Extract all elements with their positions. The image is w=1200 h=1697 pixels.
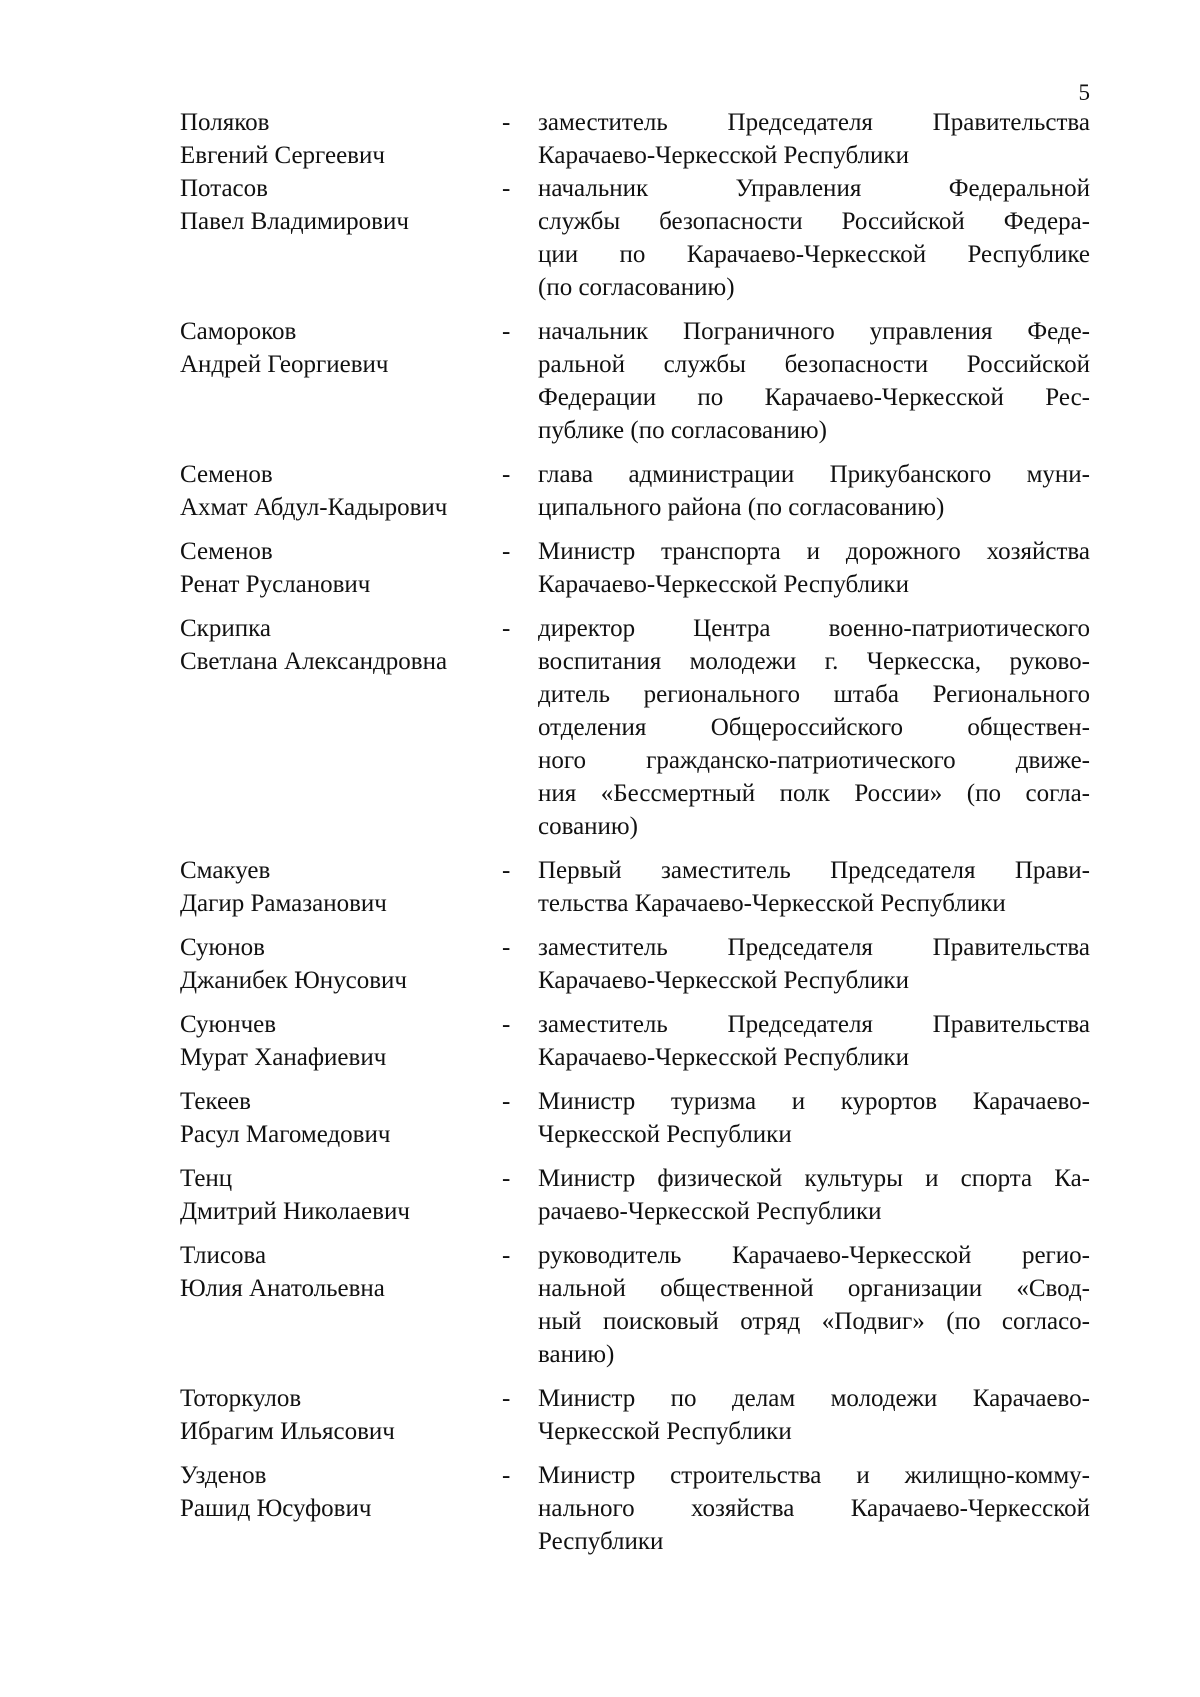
role-line: заместитель Председателя Правительства xyxy=(538,109,1090,136)
entry-dash: - xyxy=(502,1462,511,1489)
member-surname: Поляков xyxy=(180,109,270,136)
member-surname: Самороков xyxy=(180,318,297,345)
member-name xyxy=(180,315,502,381)
member-role xyxy=(538,1162,1090,1228)
member-role xyxy=(538,931,1090,997)
role-line: заместитель Председателя Правительства xyxy=(538,1011,1090,1038)
entry-dash: - xyxy=(502,934,511,961)
member-given-name: Ахмат Абдул-Кадырович xyxy=(180,494,448,521)
member-name xyxy=(180,854,502,920)
role-line: Республики xyxy=(538,1528,664,1555)
member-given-name: Расул Магомедович xyxy=(180,1121,391,1148)
role-line: воспитания молодежи г. Черкесска, руково- xyxy=(538,648,1090,675)
member-surname: Суюнчев xyxy=(180,1011,277,1038)
entry-dash: - xyxy=(502,538,511,565)
member-given-name: Светлана Александровна xyxy=(180,648,448,675)
role-line: публике (по согласованию) xyxy=(538,417,827,444)
role-line: Карачаево-Черкесской Республики xyxy=(538,571,909,598)
roster-entry xyxy=(180,535,1090,601)
roster-entry xyxy=(180,1382,1090,1448)
roster-entry xyxy=(180,1459,1090,1558)
member-given-name: Павел Владимирович xyxy=(180,208,409,235)
member-name xyxy=(180,1382,502,1448)
entry-dash: - xyxy=(502,1385,511,1412)
roster-entry xyxy=(180,1008,1090,1074)
member-surname: Потасов xyxy=(180,175,268,202)
role-line: отделения Общероссийского обществен- xyxy=(538,714,1090,741)
role-line: заместитель Председателя Правительства xyxy=(538,934,1090,961)
member-roster xyxy=(180,106,1090,1558)
role-line: Министр по делам молодежи Карачаево- xyxy=(538,1385,1090,1412)
roster-entry xyxy=(180,1162,1090,1228)
member-surname: Тлисова xyxy=(180,1242,267,1269)
roster-entry xyxy=(180,931,1090,997)
roster-entry xyxy=(180,458,1090,524)
member-role xyxy=(538,106,1090,172)
role-line: глава администрации Прикубанского муни- xyxy=(538,461,1090,488)
member-given-name: Ибрагим Ильясович xyxy=(180,1418,395,1445)
member-name xyxy=(180,1239,502,1305)
roster-entry xyxy=(180,315,1090,447)
role-line: Карачаево-Черкесской Республики xyxy=(538,142,909,169)
role-line: ного гражданско-патриотического движе- xyxy=(538,747,1090,774)
member-given-name: Юлия Анатольевна xyxy=(180,1275,385,1302)
role-line: Черкесской Республики xyxy=(538,1418,792,1445)
entry-dash: - xyxy=(502,109,511,136)
member-surname: Семенов xyxy=(180,461,273,488)
member-role xyxy=(538,1008,1090,1074)
member-given-name: Евгений Сергеевич xyxy=(180,142,385,169)
member-surname: Текеев xyxy=(180,1088,251,1115)
member-name xyxy=(180,172,502,238)
roster-entry xyxy=(180,172,1090,304)
role-line: Карачаево-Черкесской Республики xyxy=(538,1044,909,1071)
role-line: Министр туризма и курортов Карачаево- xyxy=(538,1088,1090,1115)
member-surname: Суюнов xyxy=(180,934,265,961)
member-role xyxy=(538,1239,1090,1371)
roster-entry xyxy=(180,1239,1090,1371)
roster-entry xyxy=(180,612,1090,843)
roster-entry xyxy=(180,106,1090,172)
entry-dash: - xyxy=(502,1088,511,1115)
member-given-name: Ренат Русланович xyxy=(180,571,371,598)
member-role xyxy=(538,1459,1090,1558)
entry-dash: - xyxy=(502,1242,511,1269)
member-surname: Скрипка xyxy=(180,615,271,642)
member-surname: Смакуев xyxy=(180,857,271,884)
role-line: дитель регионального штаба Регионального xyxy=(538,681,1090,708)
member-name xyxy=(180,1085,502,1151)
member-given-name: Рашид Юсуфович xyxy=(180,1495,372,1522)
member-name xyxy=(180,1459,502,1525)
role-line: Министр физической культуры и спорта Ка- xyxy=(538,1165,1090,1192)
role-line: ципального района (по согласованию) xyxy=(538,494,945,521)
role-line: ванию) xyxy=(538,1341,615,1368)
member-name xyxy=(180,1162,502,1228)
role-line: Федерации по Карачаево-Черкесской Рес- xyxy=(538,384,1090,411)
member-role xyxy=(538,172,1090,304)
member-given-name: Андрей Георгиевич xyxy=(180,351,389,378)
member-given-name: Джанибек Юнусович xyxy=(180,967,407,994)
role-line: руководитель Карачаево-Черкесской регио- xyxy=(538,1242,1090,1269)
role-line: ции по Карачаево-Черкесской Республике xyxy=(538,241,1090,268)
member-name xyxy=(180,535,502,601)
member-surname: Тенц xyxy=(180,1165,233,1192)
member-given-name: Дмитрий Николаевич xyxy=(180,1198,410,1225)
member-given-name: Мурат Ханафиевич xyxy=(180,1044,387,1071)
entry-dash: - xyxy=(502,615,511,642)
role-line: рачаево-Черкесской Республики xyxy=(538,1198,882,1225)
entry-dash: - xyxy=(502,1011,511,1038)
role-line: (по согласованию) xyxy=(538,274,735,301)
role-line: сованию) xyxy=(538,813,638,840)
role-line: ный поисковый отряд «Подвиг» (по согласо- xyxy=(538,1308,1090,1335)
role-line: службы безопасности Российской Федера- xyxy=(538,208,1090,235)
role-line: нальной общественной организации «Свод- xyxy=(538,1275,1090,1302)
role-line: тельства Карачаево-Черкесской Республики xyxy=(538,890,1006,917)
role-line: ния «Бессмертный полк России» (по согла- xyxy=(538,780,1090,807)
role-line: Черкесской Республики xyxy=(538,1121,792,1148)
role-line: нального хозяйства Карачаево-Черкесской xyxy=(538,1495,1090,1522)
member-name xyxy=(180,1008,502,1074)
role-line: директор Центра военно-патриотического xyxy=(538,615,1090,642)
entry-dash: - xyxy=(502,461,511,488)
member-role xyxy=(538,458,1090,524)
member-role xyxy=(538,1382,1090,1448)
entry-dash: - xyxy=(502,175,511,202)
member-role xyxy=(538,535,1090,601)
role-line: Карачаево-Черкесской Республики xyxy=(538,967,909,994)
member-role xyxy=(538,1085,1090,1151)
role-line: Первый заместитель Председателя Прави- xyxy=(538,857,1090,884)
member-role xyxy=(538,315,1090,447)
role-line: Министр строительства и жилищно-комму- xyxy=(538,1462,1090,1489)
member-given-name: Дагир Рамазанович xyxy=(180,890,387,917)
entry-dash: - xyxy=(502,318,511,345)
member-surname: Семенов xyxy=(180,538,273,565)
member-surname: Узденов xyxy=(180,1462,267,1489)
role-line: ральной службы безопасности Российской xyxy=(538,351,1090,378)
role-line: начальник Управления Федеральной xyxy=(538,175,1090,202)
member-role xyxy=(538,854,1090,920)
role-line: начальник Пограничного управления Феде- xyxy=(538,318,1090,345)
member-name xyxy=(180,106,502,172)
page-number: 5 xyxy=(1078,80,1090,105)
roster-entry xyxy=(180,854,1090,920)
role-line: Министр транспорта и дорожного хозяйства xyxy=(538,538,1090,565)
member-name xyxy=(180,931,502,997)
member-role xyxy=(538,612,1090,843)
member-name xyxy=(180,612,502,678)
entry-dash: - xyxy=(502,1165,511,1192)
roster-entry xyxy=(180,1085,1090,1151)
entry-dash: - xyxy=(502,857,511,884)
member-surname: Тоторкулов xyxy=(180,1385,302,1412)
member-name xyxy=(180,458,502,524)
